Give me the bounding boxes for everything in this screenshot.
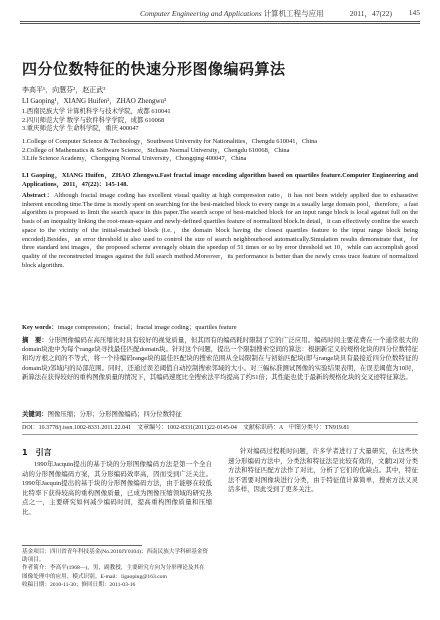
page-number: 145 xyxy=(408,8,420,17)
meta-rule xyxy=(22,422,418,423)
keywords-cn-label: 关键词： xyxy=(22,411,48,418)
affiliation-cn-3: 3.重庆师范大学 生命科学院，重庆 400047 xyxy=(22,125,139,133)
author-bio: 作者简介：李高平(1968—)，男，副教授，主要研究方向为分形理论及其在图像处理中的应用、模式识别。E-mail：ligaoping@163.com xyxy=(22,565,205,580)
keywords-en xyxy=(22,324,418,333)
header-rule-1 xyxy=(20,21,420,22)
section-heading-intro: 1 引言 xyxy=(22,448,52,457)
journal-name: Computer Engineering and Applications 计算机工程与应用 xyxy=(140,9,324,18)
affiliation-en-3: 3.Life Science Academy，Chongqing Normal University，Chongqing 400047，China xyxy=(22,155,247,163)
authors-cn: 李高平¹，向慧芬²，赵正武³ xyxy=(22,86,106,94)
affiliation-en-2: 2.College of Mathematics & Software Science，Sichuan Normal University，Chengdu 610068，China xyxy=(22,146,290,154)
keywords-cn xyxy=(22,411,418,420)
keywords-cn-text: 图像压缩；分形；分形图像编码；四分位数特征 xyxy=(47,411,182,418)
affiliation-cn-2: 2.四川师范大学 数学与软件科学学院，成都 610068 xyxy=(22,116,165,124)
affiliations-en xyxy=(22,138,418,164)
abstract-en xyxy=(22,192,418,270)
abstract-cn-text: 分形图像编码在高压缩比时具有较好的视觉质量，但其固有的编码耗时限制了它的广泛应用。编码时间主要花费在一个通常很大的domain块池中为每个range块寻找最佳匹配domain块。针对这个问题，提出一个限制搜索空间的算法：根据新定义的规格化块的四分位数特征和均方根之间的不等式，将一个待编码range块的最佳匹配块的搜索范围从全局限制在与初始匹配块(即与range块具有最接近四分位数特征的domain块)邻域内的局部范围。同时，还通过误差阈值自动控制搜索邻域的大小。对三幅标准测试图像的实验结果表明，在误差阈值为10时，新算法在获得较好的重构图像质量的情况下，其编码速度比全搜索法平均提高了约51倍；其性能也优于最新的规格化块的交叉迹特征算法。 xyxy=(22,337,419,381)
authors-en: LI Gaoping¹，XIANG Huifen²，ZHAO Zhengwu³ xyxy=(22,97,167,105)
running-header xyxy=(20,6,420,20)
footnotes xyxy=(22,548,210,589)
affiliation-cn-1: 1.西南民族大学 计算机科学与技术学院，成都 610041 xyxy=(22,108,171,115)
affiliations-cn xyxy=(22,108,171,134)
body-right-column: 针对编码过程耗时问题，许多学者进行了大量研究，在这些快速分形编码方法中，分类法和特征法是比较有效的，文献[2]对分类方法和特征匹配方法作了对比，分析了它们的优缺点。其中，特征法不需要对图像块进行分类，由于特征值计算简单，搜索方法又灵活多样，因此受到了更多关注。 xyxy=(228,448,418,494)
issue-info: 2011，47(22) xyxy=(349,9,392,18)
abstract-cn-label: 摘 要： xyxy=(22,337,48,344)
citation: LI Gaoping，XIANG Huifen，ZHAO Zhengwu.Fast fractal image encoding algorithm based on quartiles feature.Computer Engineering and Applications，2011，47(22)：145-148. xyxy=(22,172,418,188)
abstract-cn xyxy=(22,336,418,382)
abstract-en-text: Although fractal image coding has excellent visual quality at high compression ratio，it has not been widely applied due to exhaustive inherent encoding time.The time is mostly spent on searching for the best-matched block to every range in a usually large domain pool，therefore，a fast algorithm is proposed to limit the search space in this paper.The search scope of best-matched block for an input range block is local against full on the basis of an inequality linking the root-mean-square and newly-defined quartiles feature of normalized block.In detail，it can effectively confine the search space to the vicinity of the initial-matched block (i.e.，the domain block having the closest quartiles feature to the input range block being encoded).Besides，an error threshold is also used to control the size of search neighbourhood automatically.Simulation results demonstrate that，for three standard test images，the proposed scheme averagely obtain the speedup of 51 times or so by error threshold set 10，while can accomplish good quality of the reconstructed images against the full search method.Moreover，its performance is better than the newly cross trace feature of normalized block algorithm. xyxy=(22,192,418,269)
received-dates: 收稿日期：2010-11-30；修回日期：2011-03-16 xyxy=(22,581,136,588)
abstract-en-label: Abstract： xyxy=(22,192,54,199)
body-left-column: 1990年Jacquin提出的基于块的分形图像编码方法是第一个全自动的分形图像编码方案，其分形编码效率高，因而受到广泛关注。1990年Jacquin提出的基于块的分形图像编码方法，由于能够在较低比特率下获得较高的重构图像质量，已成为图像压缩领域的研究热点之一，主要研究如何减少编码时间，提高重构图像质量和压缩比。 xyxy=(22,461,212,516)
keywords-en-text: image compression；fractal；fractal image coding；quartiles feature xyxy=(57,324,237,331)
footnote-rule xyxy=(22,545,142,546)
funding-note: 基金项目：四川省青年科技基金(No.2010JY0104)；西南民族大学科研基金资助项目。 xyxy=(22,549,208,564)
header-rule-2 xyxy=(20,23,420,24)
meta-rule-2 xyxy=(22,434,418,435)
keywords-en-label: Key words： xyxy=(22,324,58,331)
doi-line: DOI：10.3778/j.issn.1002-8331.2011.22.041 文章编号：1002-8331(2011)22-0145-04 文献标识码：A 中图分类号：TN919.81 xyxy=(22,425,350,431)
paper-title: 四分位数特征的快速分形图像编码算法 xyxy=(22,60,286,78)
affiliation-en-1: 1.College of Computer Science & Technology，Southwest University for Nationalities，Chengdu 610041，China xyxy=(22,138,318,145)
